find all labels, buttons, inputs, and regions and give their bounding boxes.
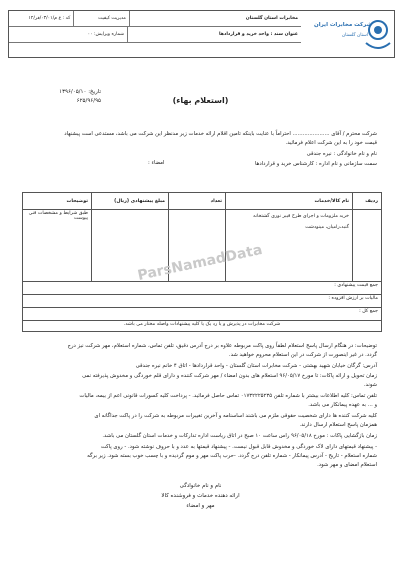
col-header-qty: تعداد	[169, 193, 226, 210]
note-line-10: زمان بازگشایی پاکات : مورخ ۹۶/۰۵/۱۸ راس ساعت ۱۰ صبح در اتاق ریاست اداره تدارکات و خدمات استان گلستان می باشد.	[102, 433, 377, 439]
total-label: جمع قیمت پیشنهادی :	[23, 282, 382, 295]
header-fields	[9, 11, 301, 57]
note-line-2: گردد. در غیر اینصورت از شرکت در این استعلام محروم خواهید شد.	[228, 352, 377, 358]
row-index	[353, 210, 382, 282]
header-company: مخابرات استان گلستان	[129, 11, 301, 26]
note-line-8: کلیه شرکت کننده ها دارای شخصیت حقوقی ملزم می باشند اساسنامه و آخرین تغییرات مربوطه به شرکت را در پاکت جداگانه ای	[94, 413, 377, 419]
grand-total-row	[23, 308, 382, 321]
col-header-price: مبلغ پیشنهادی (ریال)	[92, 193, 169, 210]
total-row	[23, 282, 382, 295]
header-management: مدیریت کیفیت	[73, 11, 129, 26]
signature-name-label: نام و نام خانوادگی	[179, 483, 222, 489]
contact-name: نام و نام خانوادگی : نیره جندقی	[306, 151, 377, 157]
header-form-title: عنوان سند : واحد خرید و قراردادها	[127, 27, 301, 42]
signature-label: امضاء :	[148, 160, 165, 166]
signature-stamp-label: مهر و امضاء	[186, 503, 215, 509]
company-logo	[306, 13, 392, 55]
document-title: (استعلام بهاء)	[172, 96, 229, 105]
note-line-3: آدرس: گرگان خیابان شهید بهشتی - شرکت مخابرات استان گلستان - واحد قراردادها - اتاق ۴ خانم نیره جندقی	[135, 363, 377, 369]
note-line-4: زمان تحویل و ارائه پاکات: تا مورخ ۹۶/۰۵/۱۷ استعلام های بدون امضاء / مهر شرکت کننده و دارای قلم خوردگی و مخدوش پذیرفته نمی	[82, 373, 377, 379]
footnote-row	[23, 321, 382, 332]
document-date: تاریخ: ۱۳۹۶/۰۵/۱۰	[59, 89, 101, 95]
note-line-6: تلفن تماس: کلیه اطلاعات بیشتر با شماره تلفن ۰۱۷۳۲۲۲۵۲۳۵ تماس حاصل فرمائید. - پرداخت کلیه کسورات قانونی اعم از بیمه، مالیات	[79, 393, 377, 399]
note-line-9: همزمان پاسخ استعلام ارسال دارند.	[299, 422, 377, 428]
form-header	[8, 10, 395, 58]
row-item: خرید ملزومات و اجرای طرح فیبر نوری گشتخانه گنبد،رامیان، مینودشت	[226, 210, 353, 282]
note-line-12: شماره استعلام - تاریخ - آدرس پیمانکار - شماره تلفن درج گردد. -حرب پاکت مهر و موم گردیده و با چسب خوب بسته شود. زیر برگه	[87, 453, 377, 459]
logo-subtext: استان گلستان	[341, 33, 368, 38]
note-line-13: استعلام امضای و مهر شود.	[317, 462, 377, 468]
note-line-7: و ... به عهده پیمانکار می باشد.	[308, 402, 377, 408]
contact-position: سمت سازمانی و نام اداره : کارشناس خرید و قراردادها	[254, 161, 377, 167]
grand-total-label: جمع کل :	[23, 308, 382, 321]
intro-line-1: شرکت محترم / آقای ...................... احتراماً با عنایت باینکه تامین اقلام ارائه خدمات زیر مدنظر این شرکت می باشد، مستدعی است پیشنهاد	[64, 131, 377, 137]
vat-row	[23, 295, 382, 308]
table-footnote: شرکت مخابرات در پذیرش و یا رد یک یا کلیه پیشنهادات واصله مختار می باشد.	[23, 321, 382, 332]
note-line-5: شوند.	[363, 382, 377, 388]
note-line-11: - پیشنهاد قیمتهای دارای لاک خوردگی و مخدوش قابل قبول نیست. - پیشنهاد قیمتها به عدد و با حروف نوشته شود. - روی پاکت	[100, 444, 377, 450]
col-header-notes: توضیحات	[23, 193, 92, 210]
row-note: طبق شرایط و مشخصات فنی پیوست	[23, 210, 92, 282]
header-form-number: شماره ویرایش: ۰۰	[87, 32, 124, 37]
document-number: ۶۲۵/۹۶/۹۵	[76, 98, 101, 104]
header-doc-code: کد : ع م/۰۳/۰۱/فر/۱۲	[28, 16, 71, 21]
table-header-row	[23, 193, 382, 210]
watermark: ParsNamadData	[136, 241, 264, 285]
intro-line-2: قیمت خود را به این شرکت اعلام فرمائید.	[285, 140, 377, 146]
col-header-item: نام کالا/خدمات	[226, 193, 353, 210]
vat-label: مالیات بر ارزش افزوده :	[23, 295, 382, 308]
col-header-index: ردیف	[353, 193, 382, 210]
logo-text: شرکت مخابرات ایران	[314, 22, 372, 28]
note-line-1: توضیحات: در هنگام ارسال پاسخ استعلام لطفاً روی پاکت مربوطه علاوه بر درج آدرس دقیق، تلفن تماس، شماره استعلام، مهر شرکت نیز درج	[67, 343, 377, 349]
signature-provider-label: ارائه دهنده خدمات و فروشنده کالا	[161, 493, 240, 499]
